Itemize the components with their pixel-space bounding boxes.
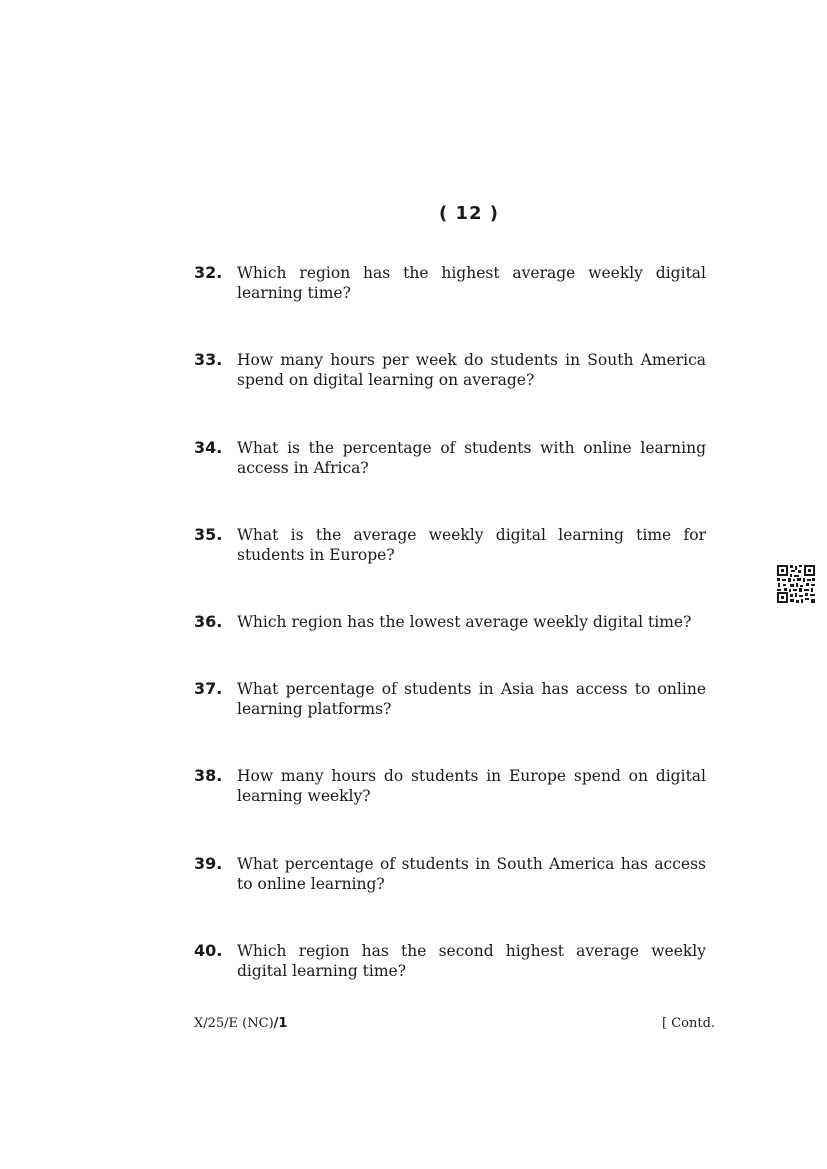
question-text: What percentage of students in South America has access to online learning? [237, 855, 706, 893]
paper-code-prefix: X/25/E (NC) [194, 1016, 274, 1031]
question-number: 34. [194, 438, 223, 457]
paper-code [194, 1016, 287, 1031]
question-text: Which region has the second highest average weekly digital learning time? [237, 942, 706, 980]
qr-code-icon [776, 564, 816, 604]
question-number: 39. [194, 854, 223, 873]
question-number: 33. [194, 350, 223, 369]
page-number: ( 12 ) [438, 203, 500, 224]
question-text: How many hours per week do students in South America spend on digital learning on average? [237, 351, 706, 389]
continued-label: [ Contd. [662, 1016, 716, 1031]
question-number: 40. [194, 941, 223, 960]
question-text: Which region has the highest average weekly digital learning time? [237, 264, 706, 302]
question-number: 35. [194, 525, 223, 544]
question-text: How many hours do students in Europe spend on digital learning weekly? [237, 767, 706, 805]
question-text: What is the average weekly digital learning time for students in Europe? [237, 526, 706, 564]
question-text: Which region has the lowest average weekly digital time? [237, 613, 692, 631]
question-text: What percentage of students in Asia has access to online learning platforms? [237, 680, 706, 718]
question-number: 38. [194, 766, 223, 785]
paper-code-suffix: /1 [273, 1016, 288, 1031]
question-number: 37. [194, 679, 223, 698]
question-text: What is the percentage of students with online learning access in Africa? [237, 439, 706, 477]
question-number: 32. [194, 263, 223, 282]
question-number: 36. [194, 612, 223, 631]
